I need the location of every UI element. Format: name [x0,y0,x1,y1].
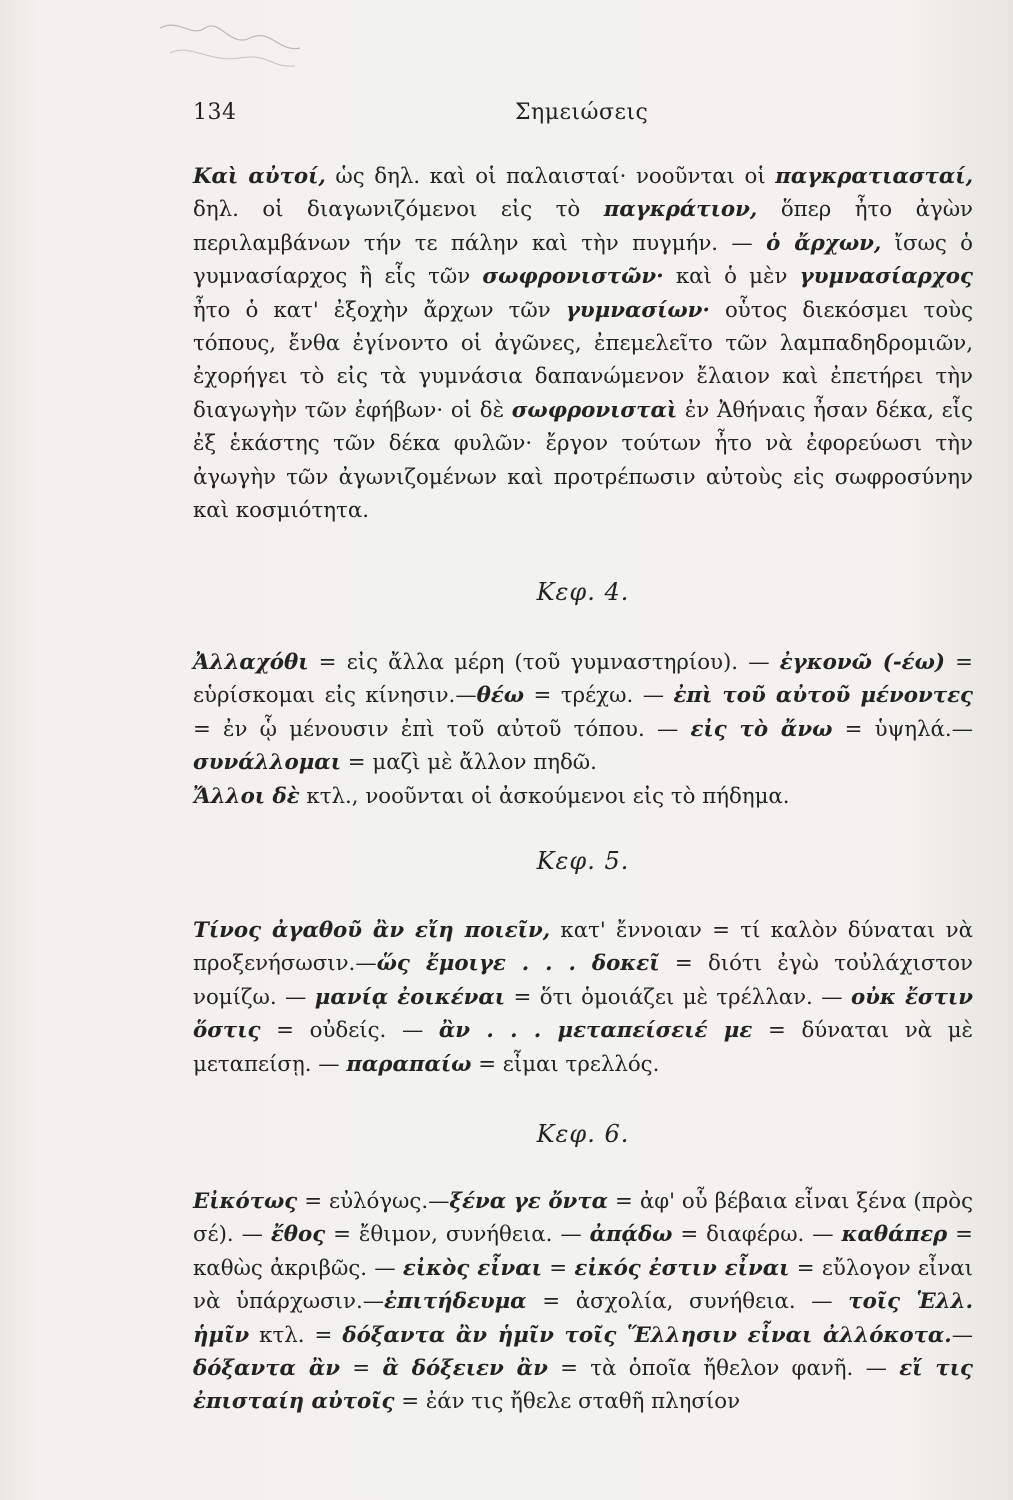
gloss-text: = [340,1356,383,1382]
lemma-term: ἔθος [270,1222,326,1248]
paragraph [193,160,973,527]
gloss-text: ἐν Ἀθήναις ἦσαν δέκα, εἷς ἐξ ἑκάστης τῶν δέκα φυλῶν· ἔργον τούτων ἦτο νὰ ἐφορεύωσι τὴν ἀγωγὴν τῶν ἀγωνιζομένων καὶ προτρέπωσιν αὐτοὺς εἰς σωφροσύνην καὶ κοσμιότητα. [193,397,973,524]
chapter-4-notes [193,646,973,813]
lemma-term: παραπαίω [346,1051,472,1077]
gloss-text: = εὐλόγως.— [297,1189,450,1214]
gloss-text: οὗτος διεκόσμει τοὺς τόπους, ἔνθα ἐγίνοντο οἱ ἀγῶνες, ἐπεμελεῖτο τῶν λαμπαδηδρομιῶν, ἐχορήγει τὸ εἰς τὰ γυμνάσια δαπανώμενον ἔλαιον καὶ ἐπετήρει τὴν διαγωγὴν τῶν ἐφήβων· οἱ δὲ [193,297,974,423]
gloss-text: = ἐάν τις ἤθελε σταθῆ πλησίον [394,1389,741,1415]
lemma-term: γυμνασίων· [565,297,710,323]
lemma-term: Καὶ αὐτοί, [193,164,326,189]
lemma-term: εἰς τὸ ἄνω [690,716,833,742]
chapter-heading-5: Κεφ. 5. [536,847,630,875]
gloss-text: = δύναται νὰ μὲ μεταπείσῃ. — [193,1018,973,1077]
gloss-text: ὡς δηλ. καὶ οἱ παλαισταί· νοοῦνται οἱ [325,164,776,189]
gloss-text: = [541,1255,575,1281]
lemma-term: μανίᾳ ἐοικέναι [314,984,506,1010]
lemma-term: παγκράτιον, [603,197,758,223]
gloss-text: = διότι ἐγὼ τοὐλάχιστον νομίζω. — [193,951,973,1010]
lemma-term: ἐπὶ τοῦ αὐτοῦ μένοντες [673,683,973,709]
lemma-term: τοῖς Ἑλλ. ἡμῖν [193,1289,973,1348]
lemma-term: καθάπερ [841,1222,948,1248]
lemma-term: ὁ ἄρχων, [766,230,882,256]
gloss-text: — [951,1322,974,1348]
gloss-text: = ἀσχολία, συνήθεια. — [526,1289,849,1315]
gloss-text: = εἶμαι τρελλός. [471,1051,660,1077]
chapter-heading-4: Κεφ. 4. [536,578,630,606]
lemma-term: εἰκὸς εἶναι [402,1255,542,1281]
gloss-text: κτλ., νοοῦνται οἱ ἀσκούμενοι εἰς τὸ πήδημα. [299,783,790,809]
gloss-text: δηλ. οἱ διαγωνιζόμενοι εἰς τὸ [193,197,604,223]
lemma-term: δόξαντα ἂν [193,1356,341,1382]
lemma-term: ἐγκονῶ (-έω) [779,650,945,675]
gloss-text: κτλ. = [249,1322,343,1348]
lemma-term: ἀπᾴδω [589,1222,673,1248]
lemma-term: συνάλλομαι [193,750,341,776]
gloss-text: = εἰς ἄλλα μέρη (τοῦ γυμναστηρίου). — [308,650,780,675]
lemma-term: δόξαντα ἂν ἡμῖν τοῖς Ἕλλησιν εἶναι ἀλλόκοτα. [342,1322,952,1348]
lemma-term: Εἰκότως [193,1189,298,1214]
page-number: 134 [193,100,237,125]
lemma-term: Τίνος ἀγαθοῦ ἂν εἴη ποιεῖν, [193,918,551,943]
gloss-text: = τὰ ὁποῖα ἤθελον φανῆ. — [547,1356,900,1382]
chapter-5-notes [193,914,973,1081]
gloss-text: = εὑρίσκομαι εἰς κίνησιν.— [193,650,973,709]
lemma-term: Ἀλλαχόθι [193,650,309,675]
gloss-text: = καθὼς ἀκριβῶς. — [193,1222,973,1281]
running-head: Σημειώσεις [515,100,649,125]
gloss-text: = διαφέρω. — [672,1222,842,1248]
gloss-text: = ὑψηλά.— [832,716,973,742]
lemma-term: γυμνασίαρχος [799,264,973,290]
gloss-text: ὅπερ ἦτο ἀγὼν περιλαμβάνων τήν τε πάλην καὶ τὴν πυγμήν. — [193,197,974,256]
chapter-heading-6: Κεφ. 6. [536,1120,630,1148]
lemma-term: θέω [476,683,525,709]
chapter-6-notes [193,1185,973,1419]
intro-section [193,160,973,527]
lemma-term: εἴ τις ἐπισταίη αὐτοῖς [193,1356,973,1415]
page-header [193,100,973,130]
paragraph [193,646,973,780]
paragraph [193,780,973,813]
gloss-text: = ἐν ᾧ μένουσιν ἐπὶ τοῦ αὐτοῦ τόπου. — [193,716,691,742]
gloss-text: = εὔλογον εἶναι νὰ ὑπάρχωσιν.— [193,1255,974,1315]
lemma-term: ἐπιτήδευμα [384,1289,527,1315]
lemma-term: οὐκ ἔστιν ὅστις [193,984,973,1044]
lemma-term: παγκρατιασταί, [775,164,973,189]
paragraph [193,914,973,1081]
gloss-text: καὶ ὁ μὲν [663,264,800,290]
lemma-term: σωφρονιστῶν· [482,264,664,290]
lemma-term: Ἄλλοι δὲ [193,783,300,809]
lemma-term: ἃ δόξειεν ἂν [382,1356,548,1382]
gloss-text: = τρέχω. — [524,683,674,709]
gloss-text: = οὐδείς. — [260,1018,439,1044]
gloss-text: ἦτο ὁ κατ' ἐξοχὴν ἄρχων τῶν [193,297,566,323]
paragraph [193,1185,973,1419]
gloss-text: = μαζὶ μὲ ἄλλον πηδῶ. [341,750,597,776]
lemma-term: ἂν . . . μεταπείσειέ με [438,1018,753,1044]
gloss-text: κατ' ἔννοιαν = τί καλὸν δύναται νὰ προξενήσωσιν.— [193,918,973,977]
lemma-term: εἰκός ἐστιν εἶναι [574,1255,790,1281]
lemma-term: ὥς ἔμοιγε . . . δοκεῖ [376,951,660,977]
pencil-scribble-mark [150,8,310,88]
gloss-text: = ἀφ' οὗ βέβαια εἶναι ξένα (πρὸς σέ). — [193,1189,973,1248]
gloss-text: = ἔθιμον, συνήθεια. — [325,1222,590,1248]
lemma-term: σωφρονισταὶ [511,397,678,423]
gloss-text: ἴσως ὁ γυμνασίαρχος ἢ εἷς τῶν [193,230,973,290]
lemma-term: ξένα γε ὄντα [449,1189,609,1214]
gloss-text: = ὅτι ὁμοιάζει μὲ τρέλλαν. — [505,984,851,1010]
